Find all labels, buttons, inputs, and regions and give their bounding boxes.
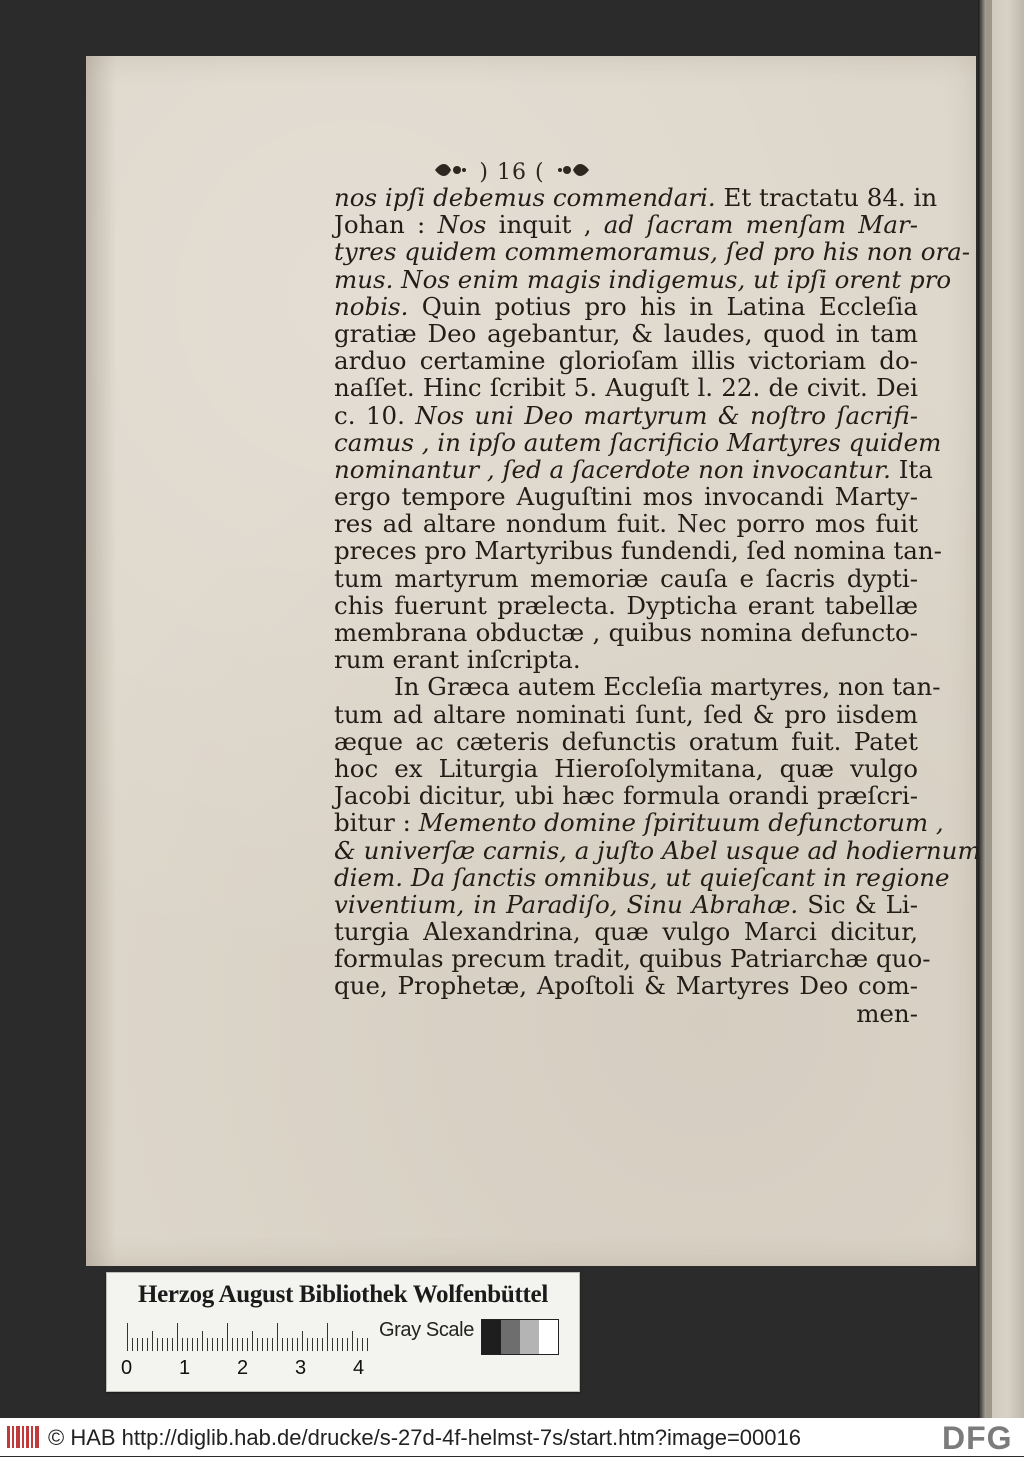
ruler-number: 0 <box>121 1357 133 1379</box>
ruler-tick <box>172 1338 173 1351</box>
page-gutter-shadow <box>86 56 116 1266</box>
italic-text-run: & univerſæ carnis, a juſto Abel usque ad hodiernum <box>334 835 981 865</box>
ruler-tick <box>357 1338 358 1351</box>
italic-text-run: Nos <box>437 210 499 240</box>
text-run: Sic & Li- <box>798 889 918 919</box>
ruler-tick <box>207 1338 208 1351</box>
ruler-tick <box>337 1338 338 1351</box>
italic-text-run: Memento domine ſpirituum defunctorum , <box>418 808 944 838</box>
ruler-tick <box>142 1338 143 1351</box>
text-run: In Græca autem Eccleſia martyres, non tan- <box>394 672 941 702</box>
text-line <box>334 1000 918 1027</box>
ruler-tick <box>292 1338 293 1351</box>
gray-swatch <box>520 1320 539 1354</box>
ruler-tick <box>322 1338 323 1351</box>
ruler-tick <box>187 1338 188 1351</box>
text-line <box>334 427 942 457</box>
text-line <box>334 862 950 892</box>
text-line <box>334 808 944 838</box>
viewer-footer <box>0 1418 1024 1456</box>
text-line <box>334 918 918 945</box>
text-run: Et tractatu 84. in <box>715 183 938 212</box>
ruler-tick <box>237 1338 238 1351</box>
text-line <box>334 891 918 918</box>
ruler-tick <box>247 1338 248 1351</box>
ruler-tick <box>332 1338 333 1351</box>
ruler-tick <box>287 1338 288 1351</box>
text-line <box>334 374 918 401</box>
ruler-tick <box>307 1338 308 1351</box>
text-line <box>334 483 918 510</box>
ruler-tick <box>202 1331 203 1351</box>
italic-text-run: mus. Nos enim magis indigemus, ut ipſi orent pro <box>334 264 952 294</box>
ruler-tick <box>317 1338 318 1351</box>
gray-swatch <box>501 1320 520 1354</box>
text-run: arduo certamine glorioſam illis victoriam do- <box>334 346 918 376</box>
text-run: formulas precum tradit, quibus Patriarchæ quo- <box>334 944 931 974</box>
gray-scale-swatches <box>481 1319 559 1355</box>
ruler-tick <box>212 1338 213 1351</box>
text-run: rum erant inſcripta. <box>334 645 581 675</box>
text-run: men- <box>856 998 918 1028</box>
text-run: hoc ex Liturgia Hieroſolymitana, quæ vulgo <box>334 753 918 783</box>
ruler-tick <box>277 1323 278 1351</box>
text-line <box>334 402 918 429</box>
ruler-tick <box>342 1338 343 1351</box>
text-line <box>334 592 918 619</box>
text-line <box>334 972 918 999</box>
text-run: naſſet. Hinc ſcribit 5. Auguſt l. 22. de civit. Dei <box>334 373 918 403</box>
text-run: Johan : <box>334 210 438 240</box>
text-run: Ita <box>890 454 933 484</box>
text-line <box>334 293 918 320</box>
text-line <box>334 237 971 267</box>
fleuron-left-icon <box>433 161 467 179</box>
text-line <box>334 320 918 347</box>
gray-swatch <box>539 1320 558 1354</box>
text-run: tum ad altare nominati ſunt, ſed & pro iisdem <box>334 699 918 729</box>
adjacent-page-edge <box>978 0 1024 1418</box>
ruler-number: 1 <box>179 1357 191 1379</box>
text-line <box>334 701 918 728</box>
text-run: tum martyrum memoriæ cauſa e ſacris dypti- <box>334 563 918 593</box>
text-run: membrana obductæ , quibus nomina defuncto- <box>334 618 918 647</box>
ruler-tick <box>297 1338 298 1351</box>
text-run: turgia Alexandrina, quæ vulgo Marci dicitur, <box>334 917 918 947</box>
ruler-tick <box>272 1338 273 1351</box>
text-line <box>334 347 918 374</box>
ruler-tick <box>367 1338 368 1351</box>
text-run: preces pro Martyribus fundendi, ſed nomina tan- <box>334 536 942 566</box>
text-run: ergo tempore Auguſtini mos invocandi Marty- <box>334 482 918 512</box>
ruler-tick <box>167 1338 168 1351</box>
ruler-tick <box>257 1338 258 1351</box>
ruler-tick <box>312 1338 313 1351</box>
ruler-tick <box>242 1338 243 1351</box>
ruler-tick <box>127 1323 128 1351</box>
text-line <box>334 755 918 782</box>
text-line <box>334 510 918 537</box>
text-line <box>334 672 941 702</box>
fleuron-right-icon <box>557 161 591 179</box>
text-line <box>334 454 933 484</box>
text-run: æque ac cæteris defunctis oratum fuit. Patet <box>334 726 918 756</box>
ruler-tick <box>147 1338 148 1351</box>
hab-barcode-icon <box>6 1424 42 1450</box>
dfg-logo: DFG <box>942 1420 1013 1456</box>
text-line <box>334 782 918 809</box>
ruler-tick <box>267 1338 268 1351</box>
library-name: Herzog August Bibliothek Wolfenbüttel <box>137 1281 548 1308</box>
ruler-tick <box>162 1338 163 1351</box>
library-label-card <box>106 1272 580 1392</box>
ruler-tick <box>252 1331 253 1351</box>
ruler-tick <box>137 1338 138 1351</box>
text-run: bitur : <box>334 808 419 838</box>
italic-text-run: tyres quidem commemoramus, ſed pro his non ora- <box>334 237 971 267</box>
ruler-tick <box>347 1338 348 1351</box>
ruler-tick <box>182 1338 183 1351</box>
text-line <box>334 835 981 865</box>
italic-text-run: nominantur , ſed a ſacerdote non invocantur. <box>334 454 891 484</box>
italic-text-run: diem. Da ſanctis omnibus, ut quieſcant in regione <box>334 862 950 892</box>
ruler-number: 4 <box>353 1357 365 1379</box>
body-text <box>334 183 981 1028</box>
ruler-tick <box>192 1338 193 1351</box>
ruler-tick <box>362 1338 363 1351</box>
page-header <box>0 160 1024 185</box>
italic-text-run: nos ipſi debemus commendari. <box>334 183 716 212</box>
text-line <box>334 183 938 212</box>
text-run: Quin potius pro his in Latina Eccleſia <box>408 291 918 321</box>
ruler-tick <box>227 1323 228 1351</box>
gray-swatch <box>482 1320 501 1354</box>
italic-text-run: ad ſacram menſam Mar- <box>603 210 918 240</box>
ruler-tick <box>152 1331 153 1351</box>
gray-scale-label: Gray Scale <box>379 1319 474 1341</box>
ruler-scale <box>127 1321 367 1351</box>
text-run: chis fuerunt prælecta. Dypticha erant tabellæ <box>334 590 918 620</box>
ruler-numbers <box>121 1357 381 1379</box>
ruler-tick <box>197 1338 198 1351</box>
italic-text-run: Nos uni Deo martyrum & noſtro ſacrifi- <box>415 400 918 430</box>
text-line <box>334 536 942 566</box>
italic-text-run: viventium, in Paradiſo, Sinu Abrahæ. <box>334 889 799 919</box>
text-line <box>334 211 918 238</box>
ruler-tick <box>217 1338 218 1351</box>
page-spine-edge <box>986 0 992 1418</box>
ruler-tick <box>132 1338 133 1351</box>
ruler-tick <box>262 1338 263 1351</box>
italic-text-run: camus , in ipſo autem ſacrificio Martyres quidem <box>334 427 942 457</box>
ruler-tick <box>222 1338 223 1351</box>
ruler-tick <box>327 1323 328 1351</box>
text-line <box>334 264 952 294</box>
text-run: c. 10. <box>334 400 416 430</box>
italic-text-run: nobis. <box>334 291 409 321</box>
text-run: gratiæ Deo agebantur, & laudes, quod in tam <box>334 318 918 348</box>
ruler-tick <box>157 1338 158 1351</box>
ruler-tick <box>352 1331 353 1351</box>
text-run: res ad altare nondum fuit. Nec porro mos fuit <box>334 509 918 539</box>
ruler-number: 2 <box>237 1357 249 1379</box>
ruler-tick <box>177 1323 178 1351</box>
ruler-tick <box>302 1331 303 1351</box>
text-run: inquit , <box>498 210 604 240</box>
source-link[interactable]: © HAB http://diglib.hab.de/drucke/s-27d-4f-helmst-7s/start.htm?image=00016 <box>48 1425 801 1450</box>
text-line <box>334 728 918 755</box>
ruler-tick <box>232 1338 233 1351</box>
text-line <box>334 646 918 673</box>
ruler-number: 3 <box>295 1357 307 1379</box>
page-number: ) 16 ( <box>479 160 545 185</box>
text-run: Jacobi dicitur, ubi hæc formula orandi præſcri- <box>334 781 918 811</box>
text-run: que, Prophetæ, Apoſtoli & Martyres Deo com- <box>334 971 918 1001</box>
text-line <box>334 619 918 646</box>
text-line <box>334 944 931 974</box>
text-line <box>334 565 918 592</box>
ruler-tick <box>282 1338 283 1351</box>
